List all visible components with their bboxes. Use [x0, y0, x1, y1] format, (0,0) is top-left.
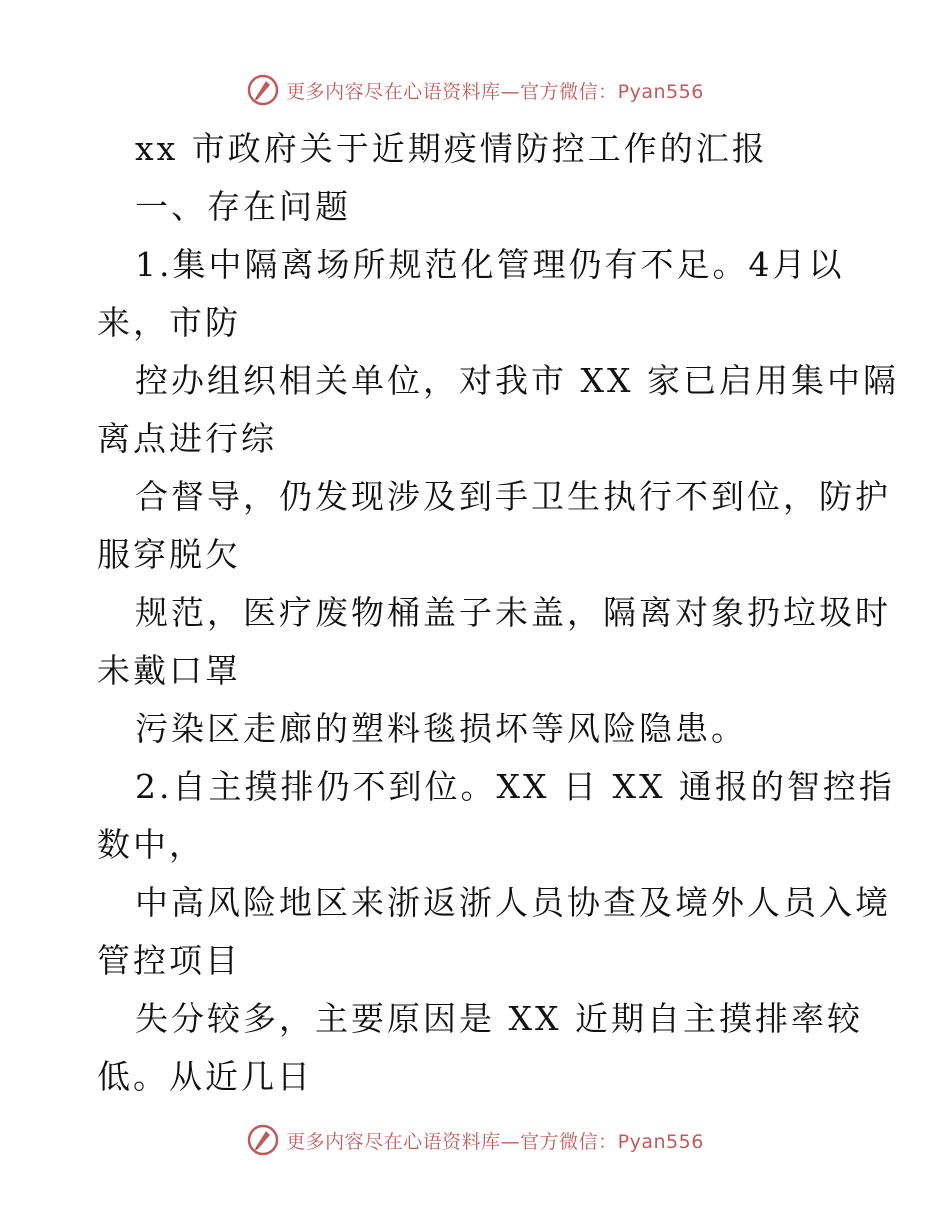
document-line: 来，市防 — [97, 303, 241, 342]
document-line: 2.自主摸排仍不到位。XX 日 XX 通报的智控指 — [135, 767, 895, 806]
document-line: 一、存在问题 — [135, 187, 351, 226]
watermark-text: 更多内容尽在心语资料库—官方微信：Pyan556 — [286, 1130, 704, 1153]
footer-watermark — [0, 1120, 950, 1160]
document-line: 管控项目 — [97, 941, 241, 980]
pen-nib-logo-icon — [246, 1123, 280, 1157]
document-line: 服穿脱欠 — [97, 535, 241, 574]
document-line: 数中， — [97, 825, 205, 864]
document-line: 污染区走廊的塑料毯损坏等风险隐患。 — [135, 709, 747, 748]
document-body — [97, 120, 899, 1106]
document-line: 未戴口罩 — [97, 651, 241, 690]
document-line: 1.集中隔离场所规范化管理仍有不足。4月以 — [135, 245, 845, 284]
document-line: 中高风险地区来浙返浙人员协查及境外人员入境 — [135, 883, 891, 922]
document-line: 合督导，仍发现涉及到手卫生执行不到位，防护 — [135, 477, 891, 516]
document-line: xx 市政府关于近期疫情防控工作的汇报 — [135, 129, 768, 168]
document-line: 失分较多，主要原因是 XX 近期自主摸排率较 — [135, 999, 863, 1038]
pen-nib-logo-icon — [246, 73, 280, 107]
document-line: 控办组织相关单位，对我市 XX 家已启用集中隔 — [135, 361, 899, 400]
document-line: 低。从近几日 — [97, 1057, 313, 1096]
document-line: 离点进行综 — [97, 419, 277, 458]
header-watermark — [0, 70, 950, 110]
watermark-text: 更多内容尽在心语资料库—官方微信：Pyan556 — [286, 80, 704, 103]
document-line: 规范，医疗废物桶盖子未盖，隔离对象扔垃圾时 — [135, 593, 891, 632]
